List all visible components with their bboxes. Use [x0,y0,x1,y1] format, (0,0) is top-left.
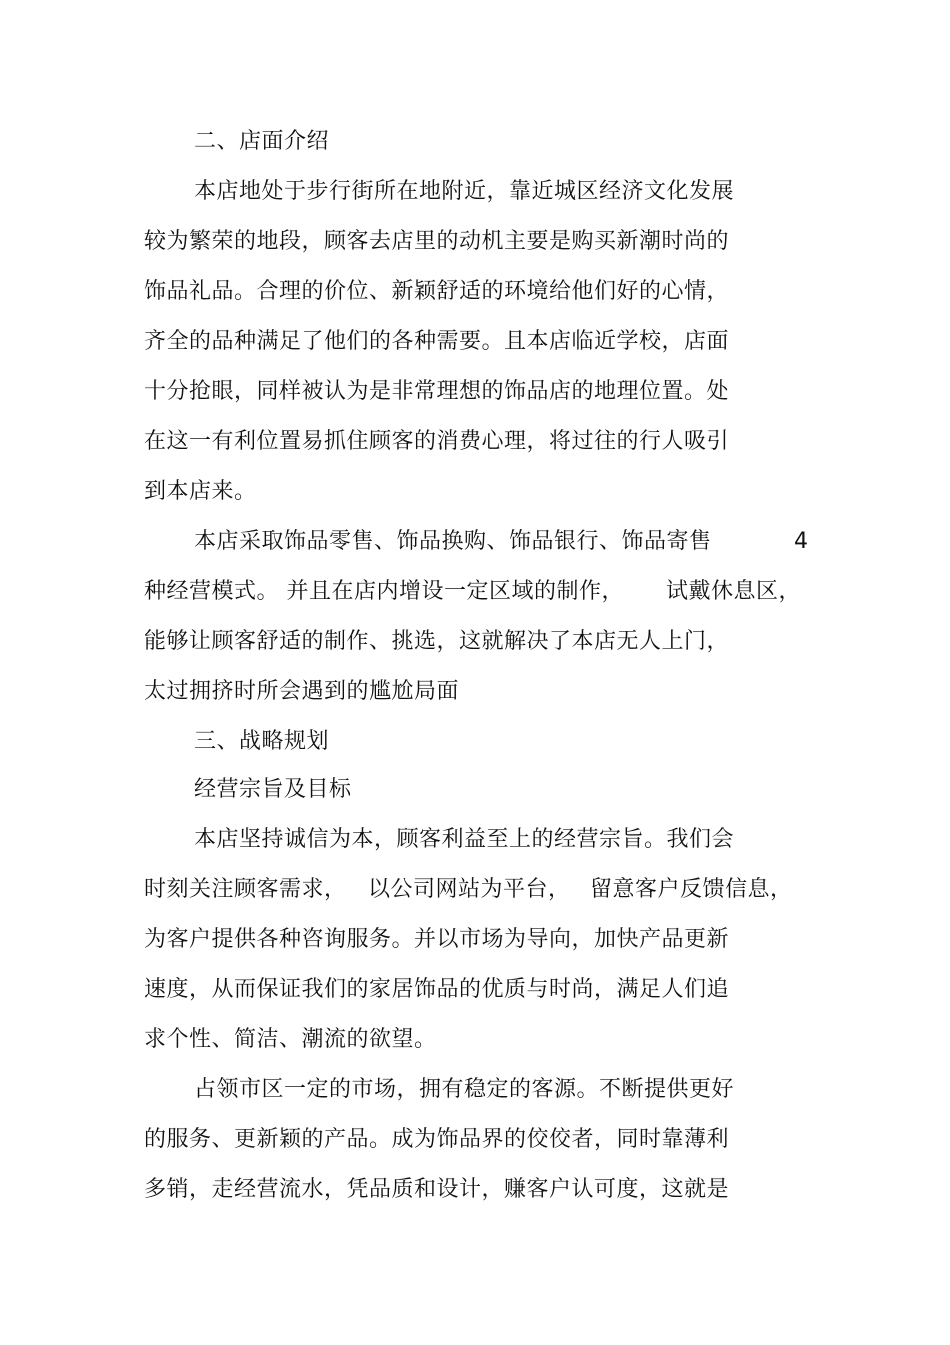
paragraph-line: 十分抢眼，同样被认为是非常理想的饰品店的地理位置。处 [144,379,730,404]
paragraph-line-fragment: 留意客户反馈信息， [590,877,793,902]
section-heading-store-intro: 二、店面介绍 [194,129,330,154]
paragraph-line: 时刻关注顾客需求， [144,877,347,902]
paragraph-line: 本店坚持诚信为本，顾客利益至上的经营宗旨。我们会 [194,827,735,852]
paragraph-line: 太过拥挤时所会遇到的尴尬局面 [144,679,460,704]
paragraph-number: 4 [794,529,809,554]
paragraph-line: 饰品礼品。合理的价位、新颖舒适的环境给他们好的心情， [144,279,730,304]
paragraph-line: 种经营模式。 并且在店内增设一定区域的制作， [144,579,624,604]
paragraph-line: 求个性、简洁、潮流的欲望。 [144,1027,437,1052]
paragraph-line: 本店采取饰品零售、饰品换购、饰品银行、饰品寄售 [194,529,712,554]
paragraph-line: 较为繁荣的地段，顾客去店里的动机主要是购买新潮时尚的 [144,229,730,254]
paragraph-line-fragment: 以公司网站为平台， [368,877,571,902]
paragraph-line: 齐全的品种满足了他们的各种需要。且本店临近学校，店面 [144,329,730,354]
paragraph-line: 占领市区一定的市场，拥有稳定的客源。不断提供更好 [194,1077,735,1102]
paragraph-line-fragment: 试戴休息区， [666,579,802,604]
paragraph-line: 速度，从而保证我们的家居饰品的优质与时尚，满足人们追 [144,977,730,1002]
paragraph-line: 在这一有利位置易抓住顾客的消费心理，将过往的行人吸引 [144,429,730,454]
paragraph-line: 多销，走经营流水，凭品质和设计，赚客户认可度，这就是 [144,1177,730,1202]
subheading-mission: 经营宗旨及目标 [194,777,352,802]
section-heading-strategy: 三、战略规划 [194,729,330,754]
paragraph-line: 到本店来。 [144,479,257,504]
paragraph-line: 的服务、更新颖的产品。成为饰品界的佼佼者，同时靠薄利 [144,1127,730,1152]
paragraph-line: 为客户提供各种咨询服务。并以市场为导向，加快产品更新 [144,927,730,952]
paragraph-line: 能够让顾客舒适的制作、挑选，这就解决了本店无人上门， [144,629,730,654]
paragraph-line: 本店地处于步行街所在地附近，靠近城区经济文化发展 [194,179,735,204]
